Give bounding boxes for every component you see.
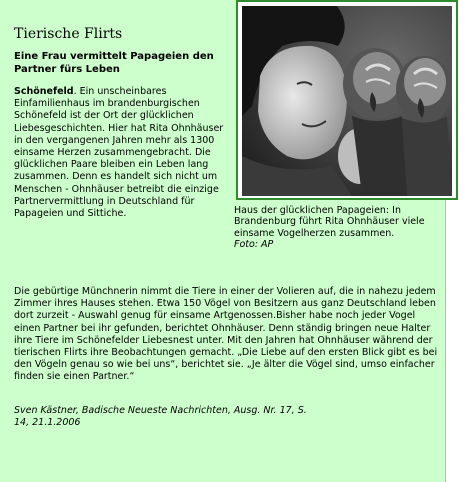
parrot-woman-photo (242, 6, 452, 196)
article-source: Sven Kästner, Badische Neueste Nachrichten, Ausg. Nr. 17, S. 14, 21.1.2006 (14, 405, 307, 428)
photo-frame (236, 0, 458, 200)
article-title: Tierische Flirts (14, 26, 123, 42)
lead-paragraph (14, 86, 226, 220)
article-subtitle: Eine Frau vermittelt Papageien den Partner fürs Leben (14, 51, 214, 75)
lead-place: Schönefeld (14, 86, 74, 97)
lead-text: . Ein unscheinbares Einfamilienhaus im brandenburgischen Schönefeld ist der Ort der glücklichen Liebesgeschichten. Hier hat Rita Ohnhäuser in den vergangenen Jahren mehr als 1300 einsame Herzen zusammengebracht. Die glücklichen Paare bleiben ein Leben lang zusammen. Denn es handelt sich nicht um Menschen - Ohnhäuser betreibt die einzige Partnervermittlung in Deutschland für Papageien und Sittiche. (14, 86, 224, 220)
body-paragraph: Die gebürtige Münchnerin nimmt die Tiere in einer der Volieren auf, die in nahezu jedem Zimmer ihres Hauses stehen. Etwa 150 Vögel von Besitzern aus ganz Deutschland leben dort zurzeit - Auswahl genug für einsame Artgenossen.Bisher habe noch jeder Vogel einen Partner bei ihr gefunden, berichtet Ohnhäuser. Denn ständig bringen neue Halter ihre Tiere im Schönefelder Liebesnest unter. Mit den Jahren hat Ohnhäuser während der tierischen Flirts ihre Beobachtungen gemacht. „Die Liebe auf den ersten Blick gibt es bei den Vögeln genau so wie bei uns“, berichtet sie. „Je älter die Vögel sind, umso einfacher finden sie einen Partner.“ (14, 286, 438, 383)
photo-caption (234, 205, 434, 250)
caption-text: Haus der glücklichen Papageien: In Brandenburg führt Rita Ohnhäuser viele einsame Vogelherzen zusammen. (234, 205, 425, 239)
photo-credit: Foto: AP (234, 238, 274, 250)
